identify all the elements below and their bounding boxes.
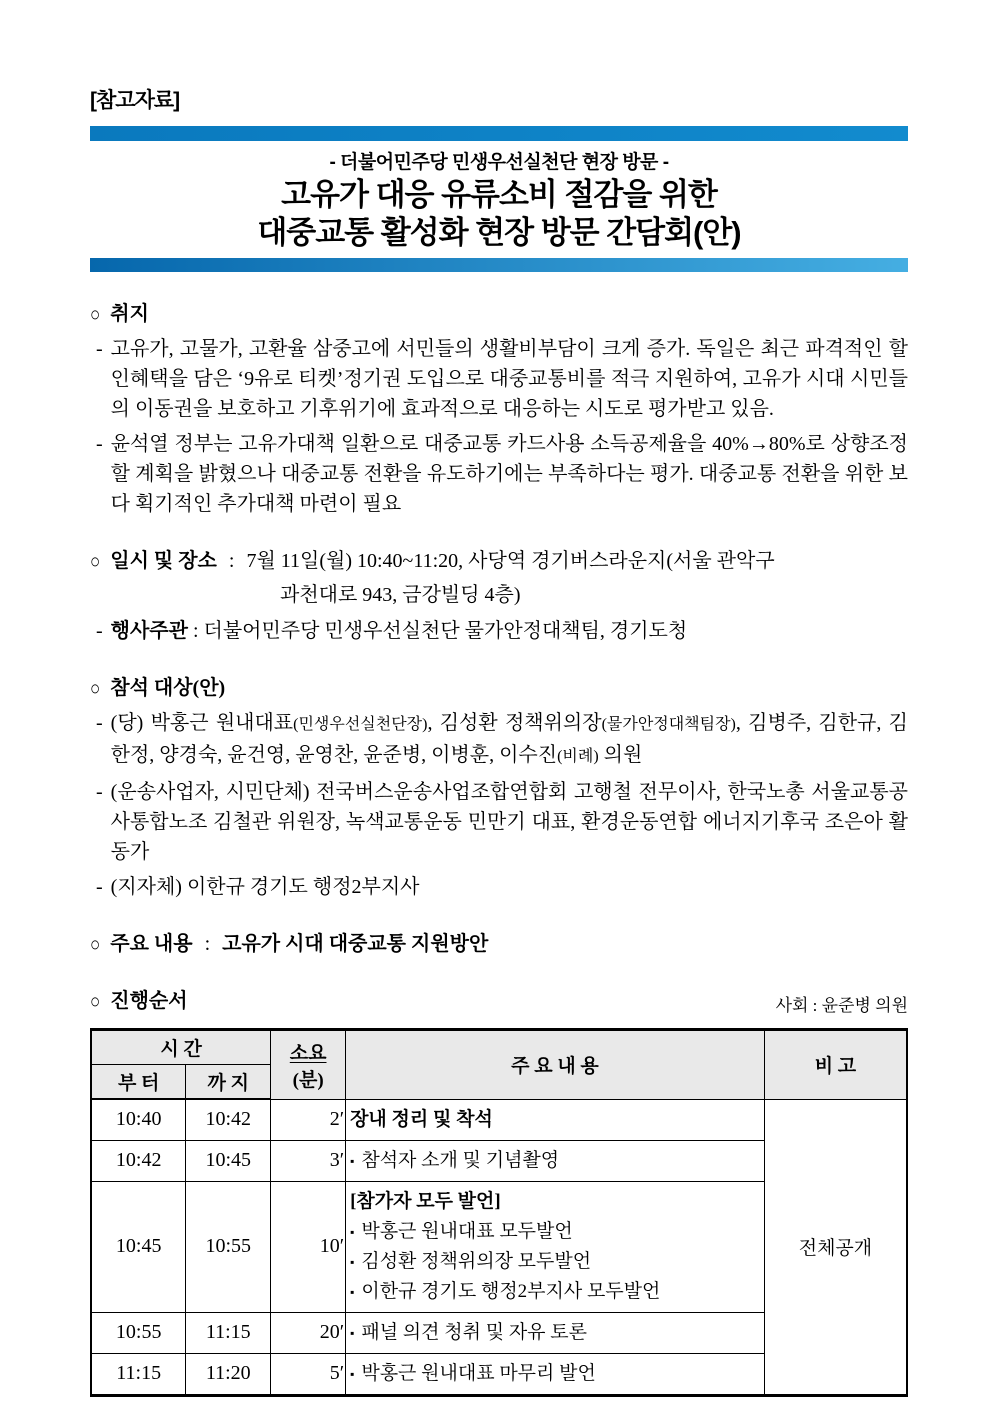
col-header-content: 주 요 내 용	[346, 1030, 765, 1100]
duration-label-top: 소요	[289, 1042, 327, 1064]
content-text: 박홍근 원내대표 모두발언	[361, 1220, 573, 1242]
title-bottom-bar	[90, 258, 908, 272]
section-heading	[90, 987, 188, 1016]
list-item	[96, 777, 908, 867]
content-text: [참가자 모두 발언]	[350, 1190, 501, 1212]
time-from-cell: 10:55	[91, 1312, 186, 1353]
host-line	[96, 616, 908, 646]
duration-label-bottom: (분)	[292, 1069, 324, 1091]
small-note-text: (물가안정대책팀장)	[601, 716, 736, 733]
host-value: 더불어민주당 민생우선실천단 물가안정대책팀, 경기도청	[203, 620, 688, 642]
agenda-table-body	[91, 1099, 907, 1395]
small-note-text: (비례)	[557, 748, 599, 765]
list-item	[96, 872, 908, 902]
note-cell: 전체공개	[764, 1099, 907, 1395]
host-colon: :	[192, 620, 199, 642]
attendee-items	[90, 708, 908, 902]
square-bullet-icon: ▪	[350, 1325, 355, 1340]
content-text: 이한규 경기도 행정2부지사 모두발언	[361, 1280, 661, 1302]
duration-cell: 5′	[271, 1353, 346, 1395]
col-header-time: 시 간	[91, 1030, 271, 1065]
content-line	[350, 1318, 760, 1348]
square-bullet-icon: ▪	[350, 1254, 355, 1269]
dash-bullet: -	[96, 876, 103, 898]
section-heading	[90, 300, 908, 329]
time-from-cell: 10:42	[91, 1140, 186, 1181]
col-header-from: 부 터	[91, 1065, 186, 1100]
content-cell	[346, 1181, 765, 1312]
section-attendees	[90, 674, 908, 902]
list-item	[96, 708, 908, 772]
moderator-note: 사회 : 윤준병 의원	[775, 996, 908, 1015]
reference-tag: [참고자료]	[90, 89, 180, 112]
time-to-cell: 10:55	[186, 1181, 271, 1312]
time-from-cell: 10:45	[91, 1181, 186, 1312]
circle-bullet-icon: ○	[90, 677, 101, 700]
list-item-text	[111, 429, 908, 519]
square-bullet-icon: ▪	[350, 1366, 355, 1381]
content-text: 장내 정리 및 착석	[350, 1108, 493, 1130]
attendees-heading: 참석 대상(안)	[110, 677, 226, 699]
dash-bullet: -	[96, 338, 103, 360]
square-bullet-icon: ▪	[350, 1153, 355, 1168]
content-text: 김성환 정책위의장 모두발언	[361, 1250, 592, 1272]
duration-cell: 20′	[271, 1312, 346, 1353]
dash-bullet: -	[96, 781, 103, 803]
content-line	[350, 1277, 760, 1307]
square-bullet-icon: ▪	[350, 1224, 355, 1239]
body-text: 의원	[598, 744, 643, 766]
dash-bullet: -	[96, 620, 103, 642]
section-topic	[90, 930, 908, 959]
content-line	[350, 1146, 760, 1176]
content-line	[350, 1247, 760, 1277]
document-subtitle: - 더불어민주당 민생우선실천단 현장 방문 -	[329, 152, 669, 173]
section-purpose	[90, 300, 908, 519]
circle-bullet-icon: ○	[90, 990, 101, 1013]
content-cell	[346, 1312, 765, 1353]
dash-bullet: -	[96, 712, 103, 734]
body-text: , 김병주, 김한규, 김한정, 양경숙, 윤건영, 윤영찬, 윤준병, 이병훈, 이수진	[110, 712, 908, 766]
host-label: 행사주관	[110, 620, 188, 642]
topic-value: 고유가 시대 대중교통 지원방안	[222, 933, 489, 955]
content-line	[350, 1105, 760, 1135]
content-text: 참석자 소개 및 기념촬영	[361, 1149, 560, 1171]
content-line	[350, 1359, 760, 1389]
document-title	[90, 176, 908, 252]
duration-cell: 2′	[271, 1099, 346, 1140]
time-from-cell: 11:15	[91, 1353, 186, 1395]
square-bullet-icon: ▪	[350, 1284, 355, 1299]
purpose-items	[90, 334, 908, 519]
time-to-cell: 11:20	[186, 1353, 271, 1395]
body-text: 고유가, 고물가, 고환율 삼중고에 서민들의 생활비부담이 크게 증가. 독일은 최근 파격적인 할인혜택을 담은 ‘9유로 티켓’정기권 도입으로 대중교통비를 적극 지원하여, 고유가 시대 시민들의 이동권을 보호하고 기후위기에 효과적으로 대응하는 시도로 평가받고 있음.	[110, 338, 908, 420]
content-cell	[346, 1099, 765, 1140]
purpose-heading: 취지	[110, 303, 149, 325]
duration-cell: 10′	[271, 1181, 346, 1312]
body-text: (당) 박홍근 원내대표	[110, 712, 294, 734]
body-text: (지자체) 이한규 경기도 행정2부지사	[110, 876, 420, 898]
section-heading	[90, 674, 908, 703]
body-text: 윤석열 정부는 고유가대책 일환으로 대중교통 카드사용 소득공제율을 40%→80%로 상향조정할 계획을 밝혔으나 대중교통 전환을 유도하기에는 부족하다는 평가. 대중교통 전환을 위한 보다 획기적인 추가대책 마련이 필요	[110, 433, 908, 515]
topic-heading: 주요 내용	[110, 933, 193, 955]
agenda-row	[91, 1099, 907, 1140]
title-line-1: 고유가 대응 유류소비 절감을 위한	[281, 177, 717, 212]
time-to-cell: 10:45	[186, 1140, 271, 1181]
colon-separator: :	[204, 933, 211, 955]
section-heading	[90, 930, 908, 959]
small-note-text: (민생우선실천단장)	[293, 716, 428, 733]
section-heading	[90, 547, 908, 576]
content-line	[350, 1187, 760, 1217]
list-item-text	[111, 708, 908, 772]
section-agenda-heading	[90, 987, 908, 1016]
col-header-to: 까 지	[186, 1065, 271, 1100]
content-cell	[346, 1353, 765, 1395]
host-text	[111, 616, 908, 646]
col-header-note: 비 고	[764, 1030, 907, 1100]
agenda-heading: 진행순서	[110, 990, 188, 1012]
content-text: 패널 의견 청취 및 자유 토론	[361, 1321, 587, 1343]
agenda-table-header	[91, 1030, 907, 1100]
circle-bullet-icon: ○	[90, 303, 101, 326]
dash-bullet: -	[96, 433, 103, 455]
circle-bullet-icon: ○	[90, 933, 101, 956]
time-to-cell: 11:15	[186, 1312, 271, 1353]
colon-separator: :	[228, 550, 235, 572]
content-line	[350, 1217, 760, 1247]
list-item-text	[111, 872, 908, 902]
section-schedule	[90, 547, 908, 646]
schedule-heading: 일시 및 장소	[110, 550, 217, 572]
duration-cell: 3′	[271, 1140, 346, 1181]
schedule-value-line1: 7월 11일(월) 10:40~11:20, 사당역 경기버스라운지(서울 관악구	[246, 550, 775, 572]
list-item-text	[111, 334, 908, 424]
list-item	[96, 334, 908, 424]
title-top-bar	[90, 126, 908, 141]
body-text: (운송사업자, 시민단체) 전국버스운송사업조합연합회 고행철 전무이사, 한국노총 서울교통공사통합노조 김철관 위원장, 녹색교통운동 민만기 대표, 환경운동연합 에너지기후국 조은아 활동가	[110, 781, 908, 863]
content-cell	[346, 1140, 765, 1181]
col-header-duration	[271, 1030, 346, 1100]
schedule-value-line2: 과천대로 943, 금강빌딩 4층)	[280, 584, 521, 606]
time-from-cell: 10:40	[91, 1099, 186, 1140]
content-text: 박홍근 원내대표 마무리 발언	[361, 1362, 596, 1384]
agenda-table	[90, 1028, 908, 1397]
time-to-cell: 10:42	[186, 1099, 271, 1140]
list-item-text	[111, 777, 908, 867]
list-item	[96, 429, 908, 519]
title-line-2: 대중교통 활성화 현장 방문 간담회(안)	[257, 215, 741, 250]
circle-bullet-icon: ○	[90, 550, 101, 573]
body-text: , 김성환 정책위의장	[427, 712, 602, 734]
